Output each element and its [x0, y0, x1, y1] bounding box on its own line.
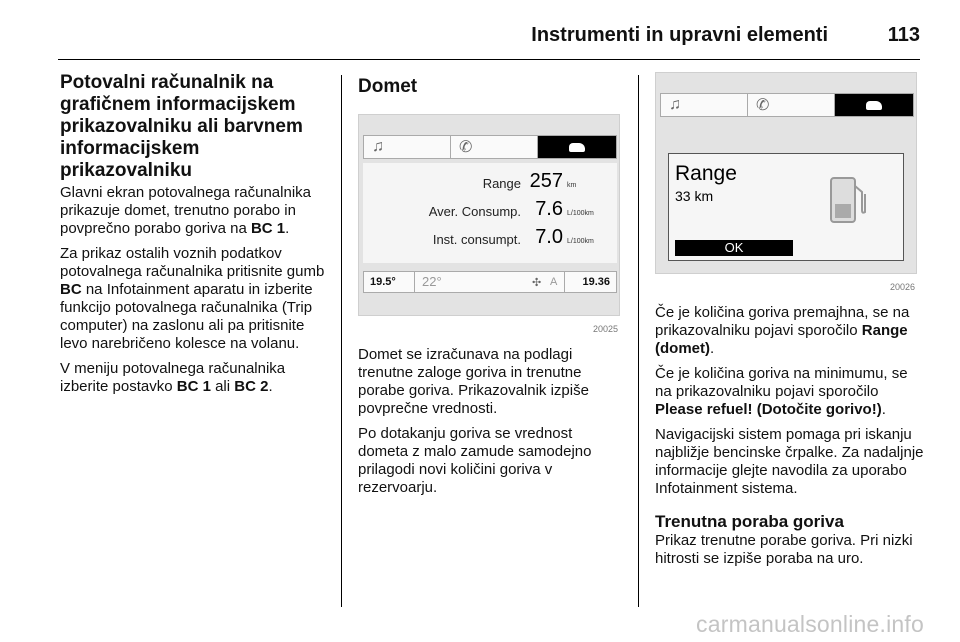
display-tabs	[660, 93, 914, 117]
page-header	[58, 18, 920, 60]
column-divider	[341, 75, 342, 607]
tab-phone	[748, 94, 835, 116]
readout-row	[363, 169, 617, 193]
outside-temperature: 19.5°	[370, 276, 396, 288]
tab-music	[364, 136, 451, 158]
music-note-icon: ♫	[372, 138, 384, 155]
readout-value: 7.0	[535, 226, 563, 248]
car-icon	[569, 143, 585, 152]
display-screen	[655, 72, 917, 274]
music-note-icon: ♫	[669, 96, 681, 113]
trip-readouts	[363, 163, 617, 263]
display-tabs	[363, 135, 617, 159]
status-bar	[363, 271, 617, 293]
figure-trip-computer-display	[358, 114, 620, 334]
column-divider	[638, 75, 639, 607]
bold-term: BC 2	[234, 378, 269, 395]
tab-vehicle	[835, 94, 913, 116]
column-left	[60, 72, 330, 396]
readout-label: Inst. consumpt.	[432, 232, 521, 247]
range-warning-popup	[668, 153, 904, 261]
paragraph: Navigacijski sistem pomaga pri iskanju najbližje bencinske črpalke. Za nadaljnje informacije glejte navodila za uporabo Infotainment sistema.	[655, 426, 924, 497]
readout-value: 7.6	[535, 198, 563, 220]
readout-label: Range	[482, 176, 521, 191]
bold-term: Please refuel! (Dotočite gorivo!)	[655, 401, 882, 418]
clock: 19.36	[582, 276, 610, 288]
tab-vehicle	[538, 136, 616, 158]
paragraph: Če je količina goriva na minimumu, se na prikazovalniku pojavi sporočilo Please refuel! (Dotočite gorivo!).	[655, 365, 908, 418]
bold-term: BC 1	[176, 378, 211, 395]
readout-row	[363, 197, 617, 221]
readout-unit: L/100km	[567, 210, 594, 217]
popup-title: Range	[675, 162, 737, 185]
ok-button: OK	[675, 240, 793, 256]
paragraph: Če je količina goriva premajhna, se na prikazovalniku pojavi sporočilo Range (domet).	[655, 304, 910, 357]
paragraph: Domet se izračunava na podlagi trenutne zaloge goriva in trenutne porabe goriva. Prikazovalnik izpiše povprečne vrednosti.	[358, 346, 589, 417]
column-right	[655, 72, 925, 568]
readout-label: Aver. Consump.	[428, 204, 521, 219]
phone-icon: ✆	[756, 97, 770, 114]
readout-unit: L/100km	[567, 238, 594, 245]
paragraph: Za prikaz ostalih voznih podatkov potovalnega računalnika pritisnite gumb BC na Infotainment aparatu in izberite funkcijo potovalnega računalnika (Trip computer) na zaslonu ali pa pritisnite levo narebričeno kolesce na volanu.	[60, 245, 325, 352]
section-heading: Potovalni računalnik na grafičnem informacijskem prikazovalniku ali barvnem informacijskem prikazovalniku	[60, 72, 303, 181]
bold-term: BC 1	[250, 220, 286, 237]
phone-icon: ✆	[459, 139, 473, 156]
auto-mode-indicator: A	[550, 276, 558, 288]
paragraph: Glavni ekran potovalnega računalnika prikazuje domet, trenutno porabo in povprečno porabo goriva na BC 1.	[60, 184, 311, 237]
readout-unit: km	[567, 182, 577, 189]
figure-range-warning-display	[655, 72, 917, 292]
display-screen	[358, 114, 620, 316]
section-subheading: Trenutna poraba goriva	[655, 512, 844, 531]
paragraph: Po dotakanju goriva se vrednost dometa z malo zamude samodejno prilagodi novi količini goriva v rezervoarju.	[358, 425, 592, 496]
readout-value: 257	[529, 170, 563, 192]
fan-icon: ✣	[532, 277, 542, 289]
tab-music	[661, 94, 748, 116]
paragraph: V meniju potovalnega računalnika izberite postavko BC 1 ali BC 2.	[60, 360, 286, 395]
bold-term: BC	[60, 281, 82, 298]
paragraph: Prikaz trenutne porabe goriva. Pri nizki hitrosti se izpiše poraba na uro.	[655, 532, 913, 567]
bold-term: Range (domet)	[655, 322, 908, 357]
fuel-pump-icon	[829, 174, 869, 226]
tab-phone	[451, 136, 538, 158]
header-title: Instrumenti in upravni elementi	[531, 24, 828, 46]
figure-number: 20025	[592, 324, 618, 334]
readout-row	[363, 225, 617, 249]
figure-number: 20026	[889, 282, 915, 292]
page-number: 113	[887, 24, 920, 46]
watermark: carmanualsonline.info	[696, 611, 924, 637]
climate-temperature: 22°	[422, 274, 442, 289]
car-icon	[866, 101, 882, 110]
section-heading: Domet	[358, 76, 418, 97]
column-middle	[358, 72, 626, 497]
popup-value: 33 km	[675, 188, 714, 204]
